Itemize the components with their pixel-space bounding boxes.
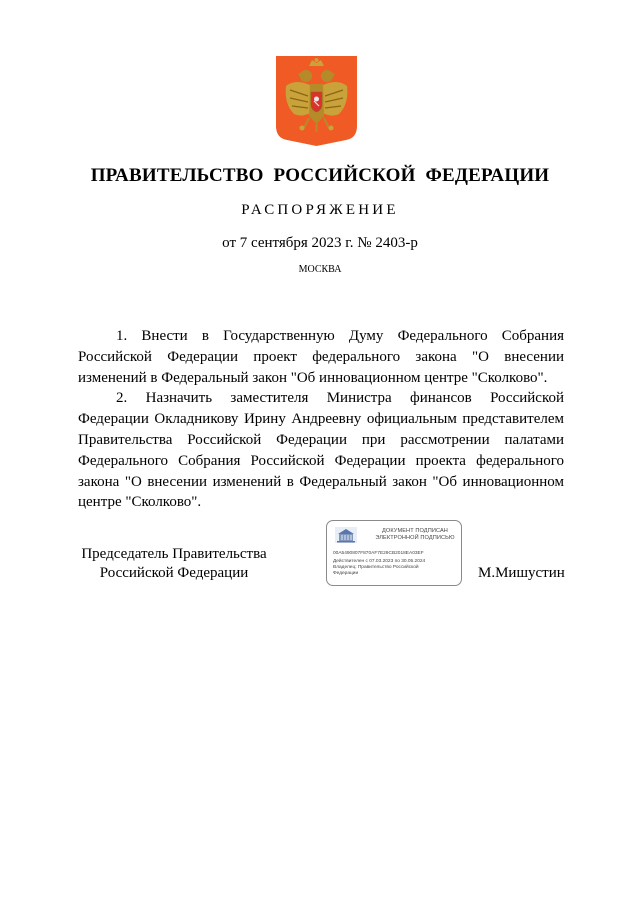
list-item — [78, 326, 564, 388]
document-body — [78, 326, 564, 513]
list-item — [78, 388, 564, 513]
signatory-position — [78, 545, 270, 583]
russian-coat-of-arms-icon — [276, 56, 357, 146]
stamp-owner: Владелец: Правительство Российской Федерации — [333, 565, 419, 576]
electronic-signature-stamp — [326, 520, 462, 586]
government-title: ПРАВИТЕЛЬСТВО РОССИЙСКОЙ ФЕДЕРАЦИИ — [90, 165, 550, 186]
document-type: РАСПОРЯЖЕНИЕ — [241, 202, 399, 218]
stamp-validity: Действителен с 07.03.2023 по 30.05.2024 — [333, 559, 426, 564]
item-text: Назначить заместителя Министра финансов Российской Федерации Окладникову Ирину Андреевну официальным представителем Правительства Российской Федерации при рассмотрении палатами Федерального Собрания Российской Федерации проекта федерального закона "О внесении изменений в Федеральный закон "Об инновационном центре "Сколково". — [78, 390, 565, 511]
signatory-name: М.Мишустин — [478, 565, 565, 581]
signatory-position-line: Российской Федерации — [99, 565, 249, 581]
item-number: 2. — [116, 390, 128, 407]
government-building-icon — [335, 527, 357, 543]
stamp-title — [371, 528, 459, 542]
signatory-position-line: Председатель Правительства — [81, 546, 267, 562]
stamp-serial: 00A5490807F870AF7E29CB2018EA03EF — [333, 551, 424, 556]
item-number: 1. — [116, 328, 128, 344]
document-city: МОСКВА — [298, 264, 342, 275]
item-text: Внести в Государственную Думу Федерального Собрания Российской Федерации проект федерального закона "О внесении изменений в Федеральный закон "Об инновационном центре "Сколково". — [78, 328, 565, 386]
stamp-title-line: ДОКУМЕНТ ПОДПИСАН — [382, 528, 448, 534]
document-date-number: от 7 сентября 2023 г. № 2403-р — [222, 235, 418, 251]
stamp-title-line: ЭЛЕКТРОННОЙ ПОДПИСЬЮ — [375, 535, 455, 541]
